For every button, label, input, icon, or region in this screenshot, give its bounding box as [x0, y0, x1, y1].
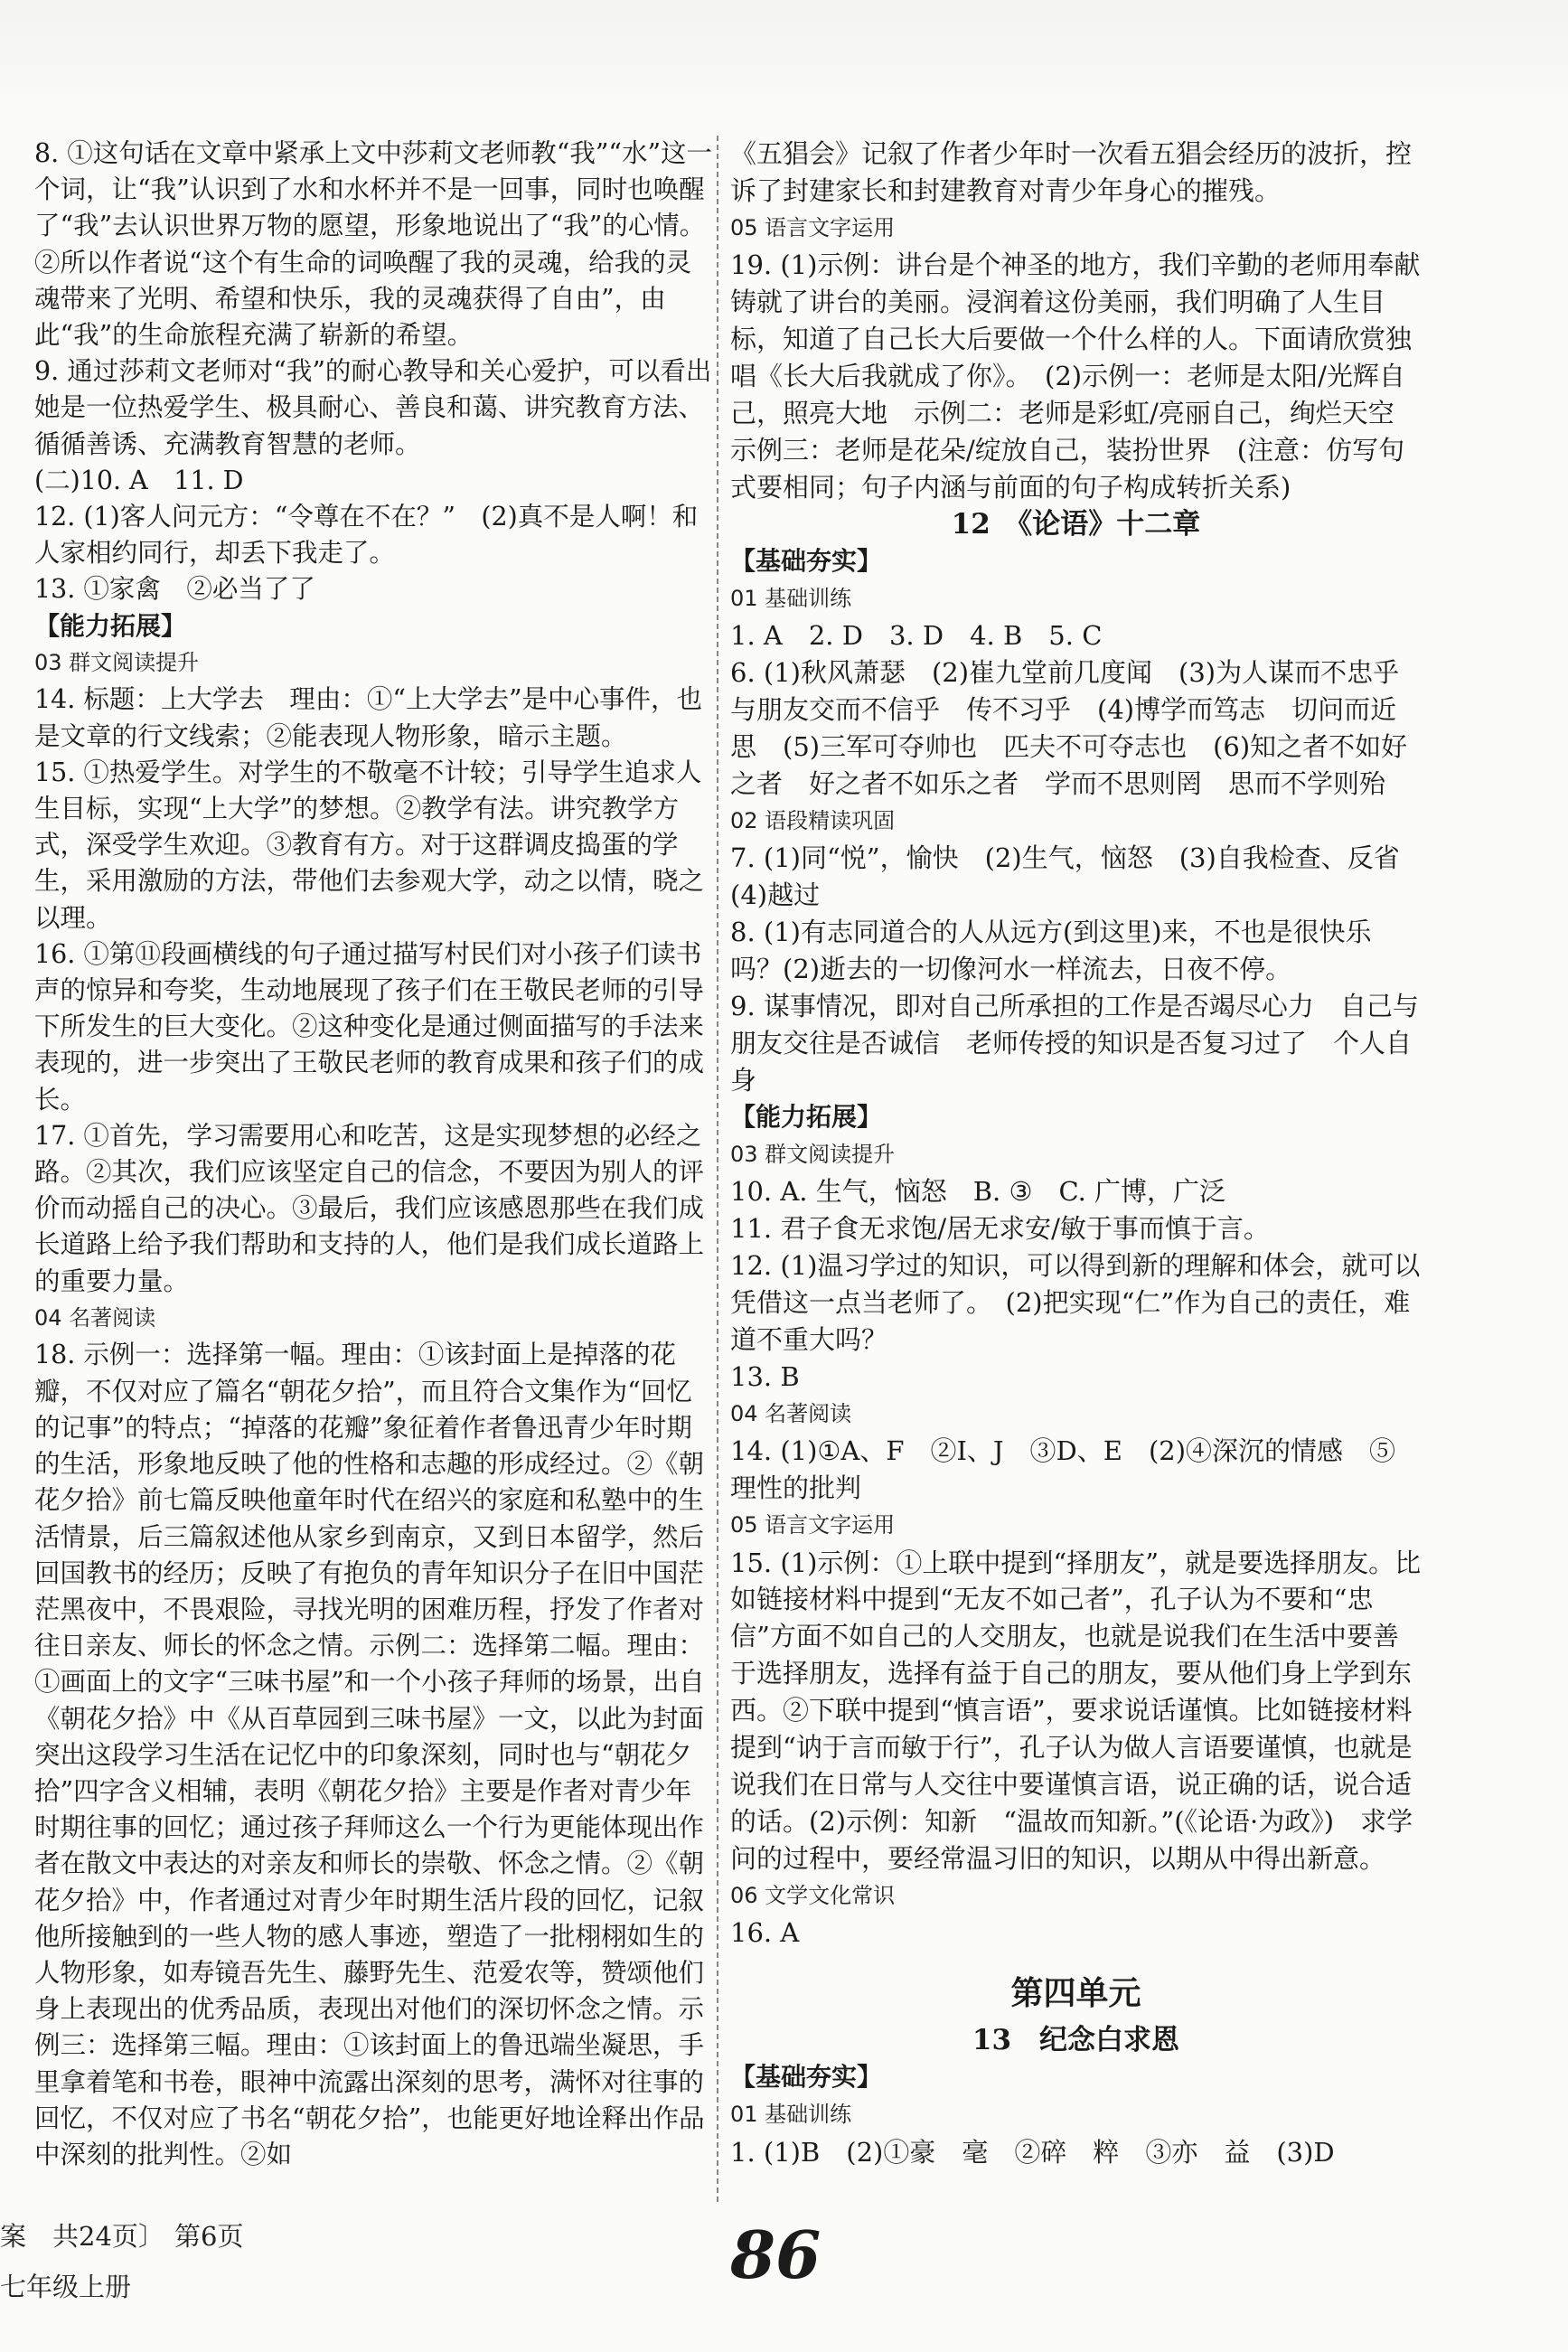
answer-paragraph: 13. B [730, 1360, 800, 1392]
sheet-page-label: 第6页 [174, 2221, 244, 2252]
answer-paragraph: 15. (1)示例：①上联中提到“择朋友”，就是要选择朋友。比如链接材料中提到“无友不如己者”，孔子认为不要和“忠信”方面不如自己的人交朋友，也就是说我们在生活中要善于选择朋友，选择有益于自己的朋友，要从他们身上学到东西。②下联中提到“慎言语”，要求说话谨慎。比如链接材料提到“讷于言而敏于行”，孔子认为做人言语要谨慎，也就是说我们在日常与人交往中要谨慎言语，说正确的话，说合适的话。(2)示例：知新 “温故而知新。”(《论语·为政》) 求学问的过程中，要经常温习旧的知识，以期从中得出新意。 [730, 1547, 1422, 1874]
answer-paragraph: 12. (1)客人问元方：“令尊在不在？” (2)真不是人啊！和人家相约同行，却丢下我走了。 [34, 502, 699, 569]
answer-paragraph: 《五猖会》记叙了作者少年时一次看五猖会经历的波折，控诉了封建家长和封建教育对青少年身心的摧残。 [730, 138, 1413, 206]
lesson-title: 12 《论语》十二章 [951, 507, 1201, 541]
section-heading: 【能力拓展】 [34, 610, 187, 641]
answer-paragraph: 15. ①热爱学生。对学生的不敬毫不计较；引导学生追求人生目标，实现“上大学”的梦想。②教学有法。讲究教学方式，深受学生欢迎。③教育有方。对于这群调皮捣蛋的学生，采用激励的方法，带他们去参观大学，动之以情，晓之以理。 [34, 757, 705, 933]
answer-paragraph: 17. ①首先，学习需要用心和吃苦，这是实现梦想的必经之路。②其次，我们应该坚定自己的信念，不要因为别人的评价而动摇自己的决心。③最后，我们应该感恩那些在我们成长道路上给予我们帮助和支持的人，他们是我们成长道路上的重要力量。 [34, 1120, 705, 1296]
subsection-label: 03 群文阅读提升 [730, 1141, 896, 1167]
column-divider [717, 136, 718, 2202]
subsection-label: 01 基础训练 [730, 585, 852, 611]
subsection-label: 05 语言文字运用 [730, 1511, 896, 1538]
page-top-shade [0, 0, 1568, 127]
answer-paragraph: 6. (1)秋风萧瑟 (2)崔九堂前几度闻 (3)为人谋而不忠乎 与朋友交而不信乎 传不习乎 (4)博学而笃志 切问而近思 (5)三军可夺帅也 匹夫不可夺志也 (6)知之者不如好之者 好之者不如乐之者 学而不思则罔 思而不学则殆 [730, 657, 1426, 799]
answer-paragraph: 1. A 2. D 3. D 4. B 5. C [730, 620, 1103, 652]
subsection-label: 01 基础训练 [730, 2102, 852, 2128]
answer-paragraph: 1. (1)B (2)①豪 毫 ②碎 粹 ③亦 益 (3)D [730, 2136, 1335, 2168]
subsection-label: 04 名著阅读 [730, 1400, 852, 1426]
answer-paragraph: (二)10. A 11. D [34, 465, 244, 495]
unit-title: 第四单元 [1010, 1975, 1141, 2013]
answer-paragraph: 9. 通过莎莉文老师对“我”的耐心教导和关心爱护，可以看出她是一位热爱学生、极具耐心、善良和蔼、讲究教育方法、循循善诱、充满教育智慧的老师。 [34, 356, 712, 459]
answer-paragraph: 18. 示例一：选择第一幅。理由：①该封面上是掉落的花瓣，不仅对应了篇名“朝花夕拾”，而且符合文集作为“回忆的记事”的特点；“掉落的花瓣”象征着作者鲁迅青少年时期的生活，形象地反映了他的性格和志趣的形成经过。②《朝花夕拾》前七篇反映他童年时代在绍兴的家庭和私塾中的生活情景，后三篇叙述他从家乡到南京，又到日本留学，然后回国教书的经历；反映了有抱负的青年知识分子在旧中国茫茫黑夜中，不畏艰险，寻找光明的困难历程，抒发了作者对往日亲友、师长的怀念之情。示例二：选择第二幅。理由：①画面上的文字“三味书屋”和一个小孩子拜师的场景，出自《朝花夕拾》中《从百草园到三味书屋》一文，以此为封面突出这段学习生活在记忆中的印象深刻，同时也与“朝花夕拾”四字含义相辅，表明《朝花夕拾》主要是作者对青少年时期往事的回忆；通过孩子拜师这么一个行为更能体现出作者在散文中表达的对亲友和师长的崇敬、怀念之情。②《朝花夕拾》中，作者通过对青少年时期生活片段的回忆，记叙他所接触到的一些人物的感人事迹，塑造了一批栩栩如生的人物形象，如寿镜吾先生、藤野先生、范爱农等，赞颂他们身上表现出的优秀品质，表现出对他们的深切怀念之情。示例三：选择第三幅。理由：①该封面上的鲁迅端坐凝思，手里拿着笔和书卷，眼神中流露出深刻的思考，满怀对往事的回忆，不仅对应了书名“朝花夕拾”，也能更好地诠释出作品中深刻的批判性。②如 [34, 1340, 705, 2169]
answer-paragraph: 12. (1)温习学过的知识，可以得到新的理解和体会，就可以凭借这一点当老师了。 (2)把实现“仁”作为自己的责任，难道不重大吗？ [730, 1249, 1421, 1355]
subsection-label: 06 文学文化常识 [730, 1882, 896, 1908]
answer-paragraph: 19. (1)示例：讲台是个神圣的地方，我们辛勤的老师用奉献铸就了讲台的美丽。浸润着这份美丽，我们明确了人生目标，知道了自己长大后要做一个什么样的人。下面请欣赏独唱《长大后我就成了你》。 (2)示例一：老师是太阳/光辉自己，照亮大地 示例二：老师是彩虹/亮丽自己，绚烂天空 示例三：老师是花朵/绽放自己，装扮世界 (注意：仿写句式要相同；句子内涵与前面的句子构成转折关系) [730, 249, 1421, 503]
page-number: 86 [730, 2216, 822, 2293]
answer-paragraph: 9. 谋事情况，即对自己所承担的工作是否竭尽心力 自己与朋友交往是否诚信 老师传授的知识是否复习过了 个人自身 [730, 990, 1419, 1096]
answer-paragraph: 8. (1)有志同道合的人从远方(到这里)来，不也是很快乐吗？(2)逝去的一切像河水一样流去，日夜不停。 [730, 917, 1372, 984]
answer-paragraph: 8. ①这句话在文章中紧承上文中莎莉文老师教“我”“水”这一个词，让“我”认识到了水和水杯并不是一回事，同时也唤醒了“我”去认识世界万物的愿望，形象地说出了“我”的心情。②所以作者说“这个有生命的词唤醒了我的灵魂，给我的灵魂带来了光明、希望和快乐，我的灵魂获得了自由”，由此“我”的生命旅程充满了崭新的希望。 [34, 138, 713, 351]
lesson-title: 13 纪念白求恩 [972, 2024, 1180, 2057]
answer-paragraph: 13. ①家禽 ②必当了了 [34, 574, 315, 605]
answer-paragraph: 7. (1)同“悦”，愉快 (2)生气，恼怒 (3)自我检查、反省 (4)越过 [730, 842, 1426, 911]
answer-paragraph: 14. 标题：上大学去 理由：①“上大学去”是中心事件，也是文章的行文线索；②能表现人物形象，暗示主题。 [34, 684, 703, 751]
total-pages-text: 案 共24页〕 [0, 2221, 164, 2252]
left-column [34, 136, 717, 2173]
answer-paragraph: 16. ①第⑪段画横线的句子通过描写村民们对小孩子们读书声的惊异和夸奖，生动地展现了孩子们在王敬民老师的引导下所发生的巨大变化。②这种变化是通过侧面描写的手法来表现的，进一步突出了王敬民老师的教育成果和孩子们的成长。 [34, 938, 705, 1115]
subsection-label: 03 群文阅读提升 [34, 649, 200, 675]
subsection-label: 02 语段精读巩固 [730, 807, 896, 833]
section-heading: 【基础夯实】 [730, 545, 883, 576]
answer-paragraph: 11. 君子食无求饱/居无求安/敏于事而慎于言。 [730, 1213, 1270, 1245]
section-heading: 【基础夯实】 [730, 2062, 883, 2093]
section-heading: 【能力拓展】 [730, 1101, 883, 1132]
right-column [730, 136, 1426, 2171]
subsection-label: 04 名著阅读 [34, 1304, 156, 1331]
answer-paragraph: 10. A. 生气，恼怒 B. ③ C. 广博，广泛 [730, 1176, 1226, 1208]
answer-paragraph: 16. A [730, 1917, 800, 1949]
answer-paragraph: 14. (1)①A、F ②I、J ③D、E (2)④深沉的情感 ⑤理性的批判 [730, 1435, 1396, 1504]
subsection-label: 05 语言文字运用 [730, 214, 896, 240]
grade-label: 七年级上册 [0, 2272, 132, 2302]
